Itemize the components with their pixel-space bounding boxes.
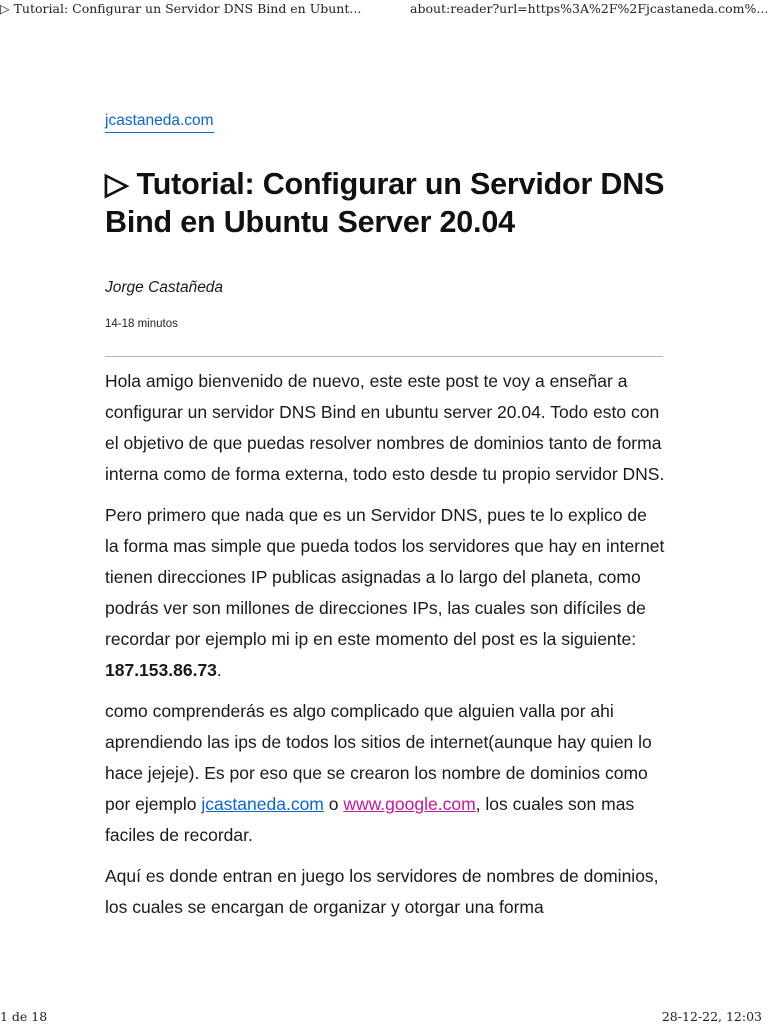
paragraph-text: , los cuales son mas faciles de recordar. <box>105 794 635 845</box>
paragraph-text: . <box>216 660 222 680</box>
print-datetime: 28-12-22, 12:03 <box>661 1009 762 1024</box>
paragraph-text: Pero primero que nada que es un Servidor DNS, pues te lo explico de la forma mas simple que pueda todos los servidores que hay en internet tienen direcciones IP publicas asignadas a lo largo del planeta, como podrás ver son millones de direcciones IPs, las cuales son difíciles de recordar por ejemplo mi ip en este momento del post es la siguiente: <box>105 505 665 649</box>
reading-time: 14-18 minutos <box>105 318 178 330</box>
print-header <box>0 0 768 20</box>
site-link[interactable]: jcastaneda.com <box>105 112 214 133</box>
article-title: ▷ Tutorial: Configurar un Servidor DNS Bind en Ubuntu Server 20.04 <box>105 167 665 239</box>
paragraph-intro: Hola amigo bienvenido de nuevo, este este post te voy a enseñar a configurar un servidor DNS Bind en ubuntu server 20.04. Todo esto con el objetivo de que puedas resolver nombres de dominios tanto de forma interna como de forma externa, todo esto desde tu propio servidor DNS. <box>105 371 665 484</box>
article-body <box>105 366 665 933</box>
paragraph-text: o <box>323 794 344 814</box>
article-author: Jorge Castañeda <box>105 279 224 296</box>
google-link[interactable]: www.google.com <box>343 794 476 814</box>
paragraph-domain-names <box>105 696 665 851</box>
ip-address: 187.153.86.73 <box>105 660 217 680</box>
page-number: 1 de 18 <box>0 1009 48 1024</box>
paragraph-name-servers: Aquí es donde entran en juego los servidores de nombres de dominios, los cuales se encargan de organizar y otorgar una forma <box>105 866 659 917</box>
paragraph-text: como comprenderás es algo complicado que alguien valla por ahi aprendiendo las ips de todos los sitios de internet(aunque hay quien lo hace jejeje). Es por eso que se crearon los nombre de dominios como por ejemplo <box>105 701 652 814</box>
header-divider <box>105 356 663 357</box>
print-footer <box>0 1008 768 1028</box>
paragraph-dns-explanation <box>105 500 665 686</box>
print-header-url: about:reader?url=https%3A%2F%2Fjcastaneda.com%... <box>410 1 768 16</box>
jcastaneda-link[interactable]: jcastaneda.com <box>201 794 324 814</box>
print-header-title: ▷ Tutorial: Configurar un Servidor DNS Bind en Ubunt... <box>0 1 362 16</box>
